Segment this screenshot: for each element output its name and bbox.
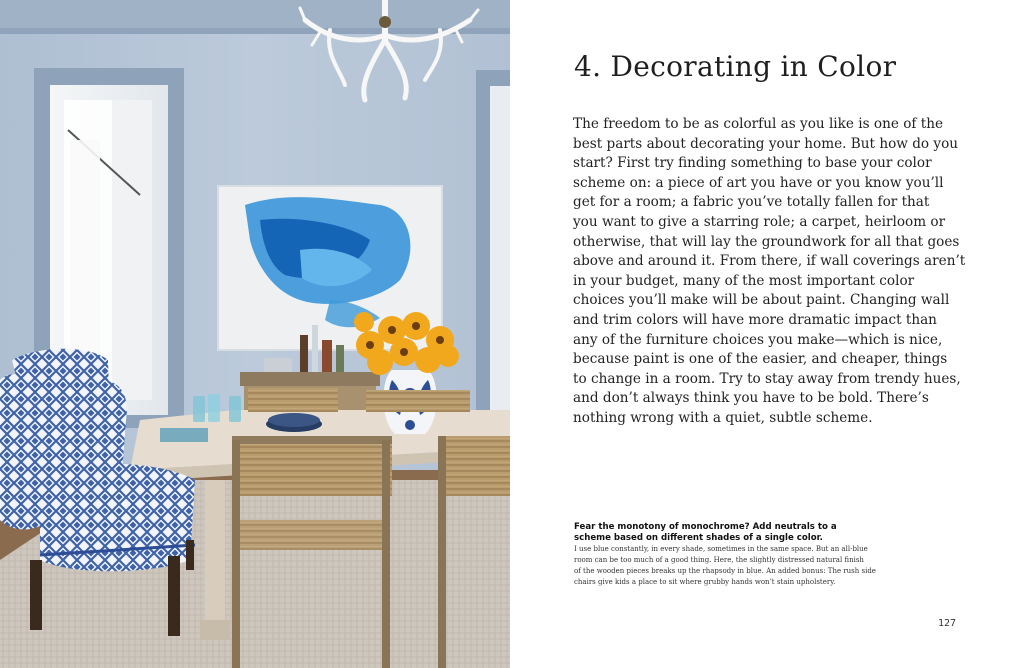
body-line: to change in a room. Try to stay away from trendy hues,: [573, 370, 961, 387]
caption-lead-line: scheme based on different shades of a single color.: [574, 533, 823, 543]
body-line: scheme on: a piece of art you have or you know you’ll: [573, 174, 944, 191]
caption-body-line: chairs give kids a place to sit where grubby hands won’t stain upholstery.: [574, 578, 836, 586]
body-line: start? First try finding something to base your color: [573, 155, 932, 172]
chapter-title: 4. Decorating in Color: [574, 50, 897, 83]
body-line: and trim colors will have more dramatic impact than: [573, 311, 937, 328]
caption-body-line: I use blue constantly, in every shade, sometimes in the same space. But an all-blue: [574, 545, 868, 553]
body-line: in your budget, many of the most important color: [573, 272, 915, 289]
body-line: The freedom to be as colorful as you like is one of the: [573, 116, 944, 132]
body-paragraph: [573, 115, 973, 429]
page-number: 127: [938, 618, 957, 629]
body-line: and don’t always think you have to be bold. There’s: [573, 390, 929, 407]
caption-body-line: room can be too much of a good thing. Here, the slightly distressed natural finish: [574, 556, 864, 564]
photo-caption: [574, 522, 904, 588]
crown-moulding: [0, 0, 510, 32]
text-page: [510, 0, 1020, 668]
body-line: otherwise, that will lay the groundwork for all that goes: [573, 233, 960, 250]
caption-lead: [574, 522, 904, 544]
body-line: best parts about decorating your home. But how do you: [573, 135, 959, 152]
body-line: above and around it. From there, if wall coverings aren’t: [573, 253, 966, 270]
body-line: any of the furniture choices you make—which is nice,: [573, 331, 943, 348]
caption-body: [574, 544, 904, 588]
body-line: because paint is one of the easier, and cheaper, things: [573, 351, 948, 368]
body-line: nothing wrong with a quiet, subtle scheme.: [573, 409, 873, 426]
body-line: get for a room; a fabric you’ve totally fallen for that: [573, 194, 930, 211]
body-line: you want to give a starring role; a carpet, heirloom or: [573, 213, 946, 230]
caption-body-line: of the wooden pieces breaks up the rhapsody in blue. An added bonus: The rush side: [574, 567, 876, 575]
body-line: choices you’ll make will be about paint. Changing wall: [573, 292, 950, 309]
caption-lead-line: Fear the monotony of monochrome? Add neutrals to a: [574, 522, 837, 532]
